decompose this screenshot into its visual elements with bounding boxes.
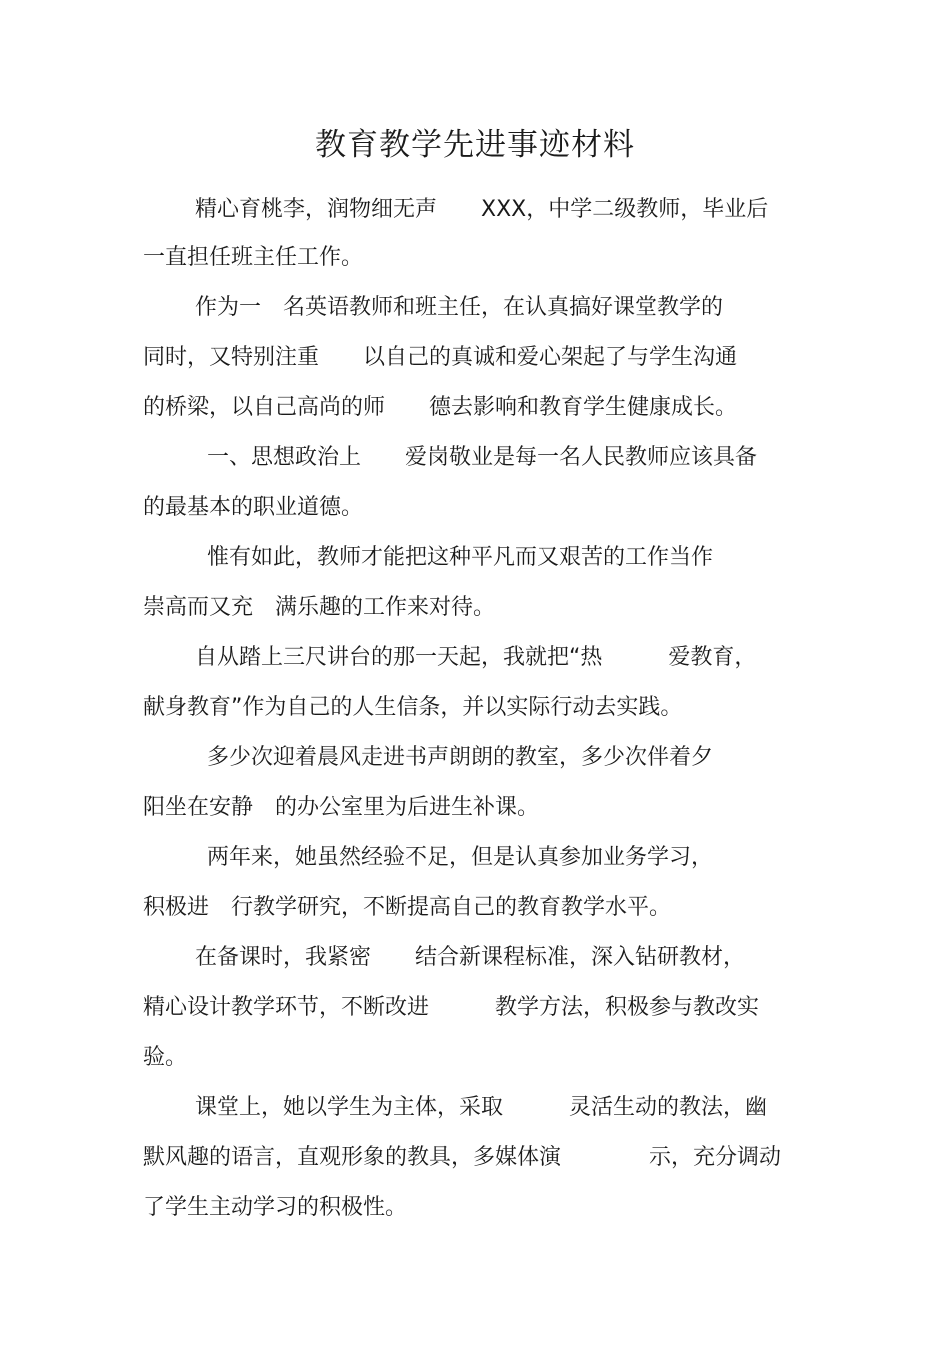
text-line: 惟有如此，教师才能把这种平凡而又艰苦的工作当作 xyxy=(207,545,714,570)
text-line: 自从踏上三尺讲台的那一天起，我就把“热 爱教育， xyxy=(195,645,757,670)
document-title: 教育教学先进事迹材料 xyxy=(315,127,635,163)
text-line: 积极进 行教学研究，不断提高自己的教育教学水平。 xyxy=(143,895,672,920)
text-line: 精心设计教学环节，不断改进 教学方法，积极参与教改实 xyxy=(143,995,760,1020)
text-line: 课堂上，她以学生为主体，采取 灵活生动的教法，幽 xyxy=(195,1095,768,1120)
text-line: 的最基本的职业道德。 xyxy=(143,495,364,520)
text-line: 两年来，她虽然经验不足，但是认真参加业务学习， xyxy=(207,845,714,870)
text-line: 同时，又特别注重 以自己的真诚和爱心架起了与学生沟通 xyxy=(143,345,738,370)
text-line: 默风趣的语言，直观形象的教具，多媒体演 示，充分调动 xyxy=(143,1145,782,1170)
text-line: 验。 xyxy=(143,1045,188,1070)
text-line: 精心育桃李，润物细无声 XXX，中学二级教师，毕业后 xyxy=(195,197,769,222)
text-line: 阳坐在安静 的办公室里为后进生补课。 xyxy=(143,795,540,820)
text-line: 崇高而又充 满乐趣的工作来对待。 xyxy=(143,595,496,620)
text-line: 一直担任班主任工作。 xyxy=(143,245,364,270)
text-line: 作为一 名英语教师和班主任，在认真搞好课堂教学的 xyxy=(195,295,724,320)
text-line: 多少次迎着晨风走进书声朗朗的教室，多少次伴着夕 xyxy=(207,745,714,770)
text-line: 在备课时，我紧密 结合新课程标准，深入钻研教材， xyxy=(195,945,746,970)
text-line: 一、思想政治上 爱岗敬业是每一名人民教师应该具备 xyxy=(207,445,758,470)
text-line: 的桥梁，以自己高尚的师 德去影响和教育学生健康成长。 xyxy=(143,395,738,420)
text-line: 献身教育”作为自己的人生信条，并以实际行动去实践。 xyxy=(143,695,683,720)
text-line: 了学生主动学习的积极性。 xyxy=(143,1195,408,1220)
